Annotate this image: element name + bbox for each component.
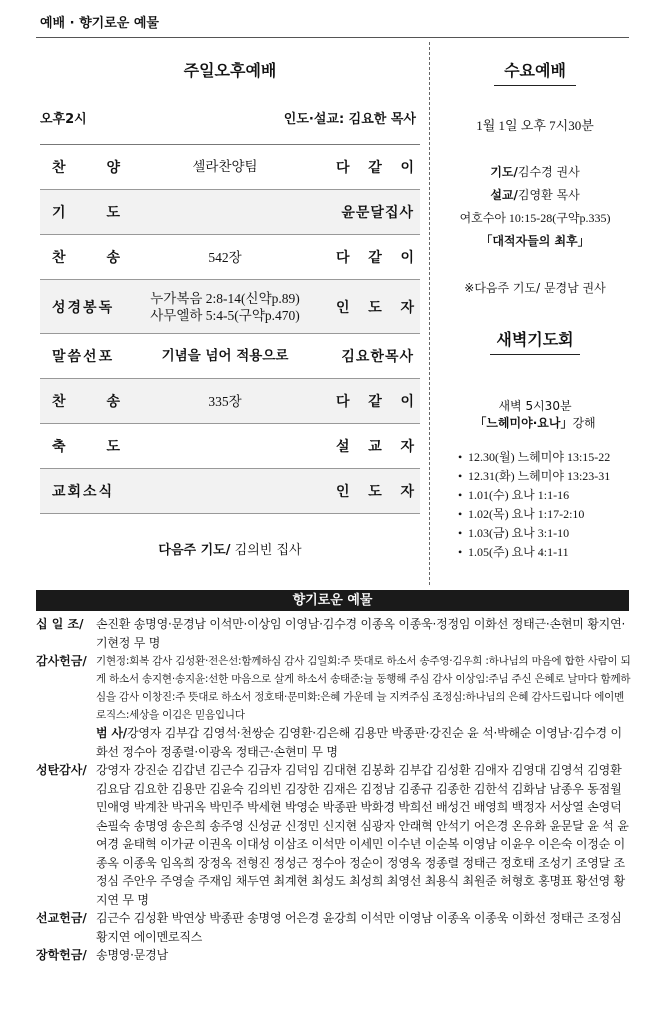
order-person: 다 같 이	[336, 160, 414, 176]
dawn-series-suffix: 강해	[572, 416, 596, 430]
offering-list	[36, 615, 631, 965]
wednesday-time: 1월 1일 오후 7시30분	[476, 118, 594, 133]
order-content	[145, 280, 305, 333]
order-content	[145, 235, 305, 279]
offering-names	[96, 909, 631, 946]
dawn-schedule-item: • 1.05(주) 요나 4:1-11	[468, 543, 648, 562]
dawn-schedule-item: • 1.02(목) 요나 1:17-2:10	[468, 505, 648, 524]
offering-banner: 향기로운 예물	[36, 590, 629, 611]
service-time: 오후2시	[40, 112, 87, 127]
wednesday-sermon-name: 김영환 목사	[517, 188, 580, 202]
title-underline	[494, 85, 576, 86]
offering-text: 손진환 송명영·문경남 이석만·이상임 이영남·김수경 이종옥 이종욱·정정임 이화선 정태근·손현미 황지연·기현정 무 명	[96, 617, 626, 650]
order-row	[40, 334, 420, 379]
order-content-line: 셀라찬양팀	[192, 158, 258, 175]
offering-group	[36, 652, 631, 724]
offering-names	[96, 761, 631, 909]
offering-names	[96, 946, 631, 965]
offering-names	[96, 652, 631, 724]
order-row	[40, 235, 420, 280]
order-content-line: 기념을 넘어 적용으로	[161, 347, 289, 364]
dawn-schedule	[454, 448, 648, 562]
sunday-service-info	[40, 108, 416, 127]
order-content	[145, 469, 305, 513]
order-content-line: 사무엘하 5:4-5(구약p.470)	[150, 307, 300, 323]
offering-text: 강영자 김부갑 김영석·천쌍순 김영환·김은해 김용만 박종판·강진순 윤 석·박해순 이영남·김수경 이화선 정수아 정종렬·이광옥 정태근·손현미 무 명	[96, 726, 622, 759]
wednesday-prayer-name: 김수경 권사	[517, 165, 580, 179]
order-content	[145, 190, 305, 234]
order-row	[40, 190, 420, 235]
order-person: 다 같 이	[336, 394, 414, 410]
offering-label: 선교헌금/	[36, 911, 87, 925]
service-leader: 인도·설교: 김요한 목사	[283, 112, 416, 127]
header-divider	[36, 37, 629, 38]
dawn-schedule-item: • 1.03(금) 요나 3:1-10	[468, 524, 648, 543]
wednesday-prayer	[440, 161, 630, 184]
dawn-schedule-item: • 12.31(화) 느헤미야 13:23-31	[468, 467, 648, 486]
offering-group	[36, 909, 631, 946]
offering-label: 감사헌금/	[36, 654, 87, 668]
order-content	[145, 424, 305, 468]
offering-group	[36, 615, 631, 652]
title-underline	[490, 354, 580, 355]
order-label: 찬 양	[52, 160, 122, 176]
order-row	[40, 424, 420, 469]
order-label: 찬 송	[52, 394, 122, 410]
offering-text: 김근수 김성환 박연상 박종판 송명영 어은경 윤강희 이석만 이영남 이종옥 이종욱 이화선 정태근 조정심 황지연 에이멘로직스	[96, 911, 622, 944]
column-divider	[429, 42, 430, 585]
order-row	[40, 280, 420, 334]
wednesday-sermon-title: 「대적자들의 최후」	[480, 234, 590, 248]
offering-sublabel: 범 사/	[96, 726, 127, 740]
order-row	[40, 379, 420, 424]
wednesday-sermon-label: 설교/	[490, 188, 518, 202]
dawn-prayer-title: 새벽기도회	[496, 330, 574, 349]
dawn-schedule-item: • 12.30(월) 느헤미야 13:15-22	[468, 448, 648, 467]
order-label: 성경봉독	[52, 299, 115, 316]
wednesday-scripture: 여호수아 10:15-28(구약p.335)	[459, 211, 611, 225]
order-person: 설 교 자	[336, 439, 414, 455]
order-content	[145, 334, 305, 378]
order-label: 기 도	[52, 205, 122, 221]
offering-group	[36, 761, 631, 909]
section-header: 예배 · 향기로운 예물	[40, 16, 159, 31]
offering-names	[96, 615, 631, 652]
order-content-line: 누가복음 2:8-14(신약p.89)	[150, 290, 300, 306]
order-row	[40, 469, 420, 514]
order-content-line: 542장	[208, 249, 242, 265]
wednesday-service-title: 수요예배	[504, 61, 566, 80]
order-content	[145, 145, 305, 189]
sunday-service-title: 주일오후예배	[183, 61, 277, 80]
wednesday-next-prayer: ※다음주 기도/ 문경남 권사	[464, 281, 606, 295]
order-person: 김요한목사	[341, 349, 414, 365]
order-label: 교회소식	[52, 484, 115, 500]
offering-text: 강영자 강진순 김갑년 김근수 김금자 김덕임 김대현 김봉화 김부갑 김성환 김애자 김영대 김영석 김영환 김요담 김요한 김용만 김윤숙 김의빈 김장한 김재은 김정남 김종규 김종한 김한석 김화남 남종우 동점월 민애영 박계찬 박귀옥 박민주 박세현 박영순 박종판 박화경 박희선 배성건 배영희 백정자 서상열 손영덕 손필숙 송명영 송은희 송주영 신성균 신정민 신지현 심광자 안래혁 안석기 어은경 온유화 윤문달 윤 석 윤여경 윤태혁 이가균 이권옥 이대성 이삼조 이석만 이세민 이수년 이순복 이영남 이윤우 이은숙 이정순 이종옥 이종욱 임옥희 장정옥 전형진 정성근 정수아 정순이 정영옥 정종렬 정태근 정호태 조성기 조영달 조정심 주안우 주영술 주재임 채두연 최계현 최성도 최성희 최영선 최용식 최원준 허형호 홍명표 황선영 황지연 무 명	[96, 763, 629, 907]
dawn-schedule-item: • 1.01(수) 요나 1:1-16	[468, 486, 648, 505]
order-person: 윤문달집사	[341, 205, 414, 221]
offering-text: 기현정:회복 감사 김성환·전은선:함께하심 감사 김일회:주 뜻대로 하소서 송주영·김우희 :하나님의 마음에 합한 사람이 되게 하소서 송지현·송지윤:선한 마음으로 살게 하소서 송태준:늘 동행해 주심 감사 이상임:주님 주신 은혜로 날마다 함께하심을 감사 이창진:주 뜻대로 하소서 정호태·문미화:은혜 가운데 늘 지켜주심 조정심:하나님의 은혜 감사드립니다 에이멘로직스:세상을 이김은 믿음입니다	[96, 655, 631, 721]
dawn-series-title: 「느헤미야·요나」	[474, 416, 573, 430]
dawn-series	[440, 414, 630, 431]
order-content-line: 335장	[208, 393, 242, 409]
wednesday-details	[440, 161, 630, 253]
offering-text: 송명영·문경남	[96, 948, 168, 962]
order-label: 축 도	[52, 439, 122, 455]
order-person: 인 도 자	[336, 299, 414, 316]
order-person: 다 같 이	[336, 250, 414, 266]
order-label: 말씀선포	[52, 349, 115, 365]
offering-label: 성탄감사/	[36, 763, 87, 777]
offering-names	[96, 724, 631, 761]
next-prayer-name: 김의빈 집사	[234, 543, 302, 558]
next-week-prayer	[40, 539, 420, 558]
order-label: 찬 송	[52, 250, 122, 266]
wednesday-prayer-label: 기도/	[490, 165, 518, 179]
offering-group	[36, 724, 631, 761]
offering-group	[36, 946, 631, 965]
order-row	[40, 145, 420, 190]
offering-label: 장학헌금/	[36, 948, 87, 962]
offering-label: 십 일 조/	[36, 617, 84, 631]
order-person: 인 도 자	[336, 484, 414, 500]
wednesday-sermon	[440, 184, 630, 207]
order-content	[145, 379, 305, 423]
next-prayer-label: 다음주 기도/	[158, 543, 231, 558]
dawn-time: 새벽 5시30분	[498, 399, 572, 413]
order-of-worship	[40, 144, 420, 514]
